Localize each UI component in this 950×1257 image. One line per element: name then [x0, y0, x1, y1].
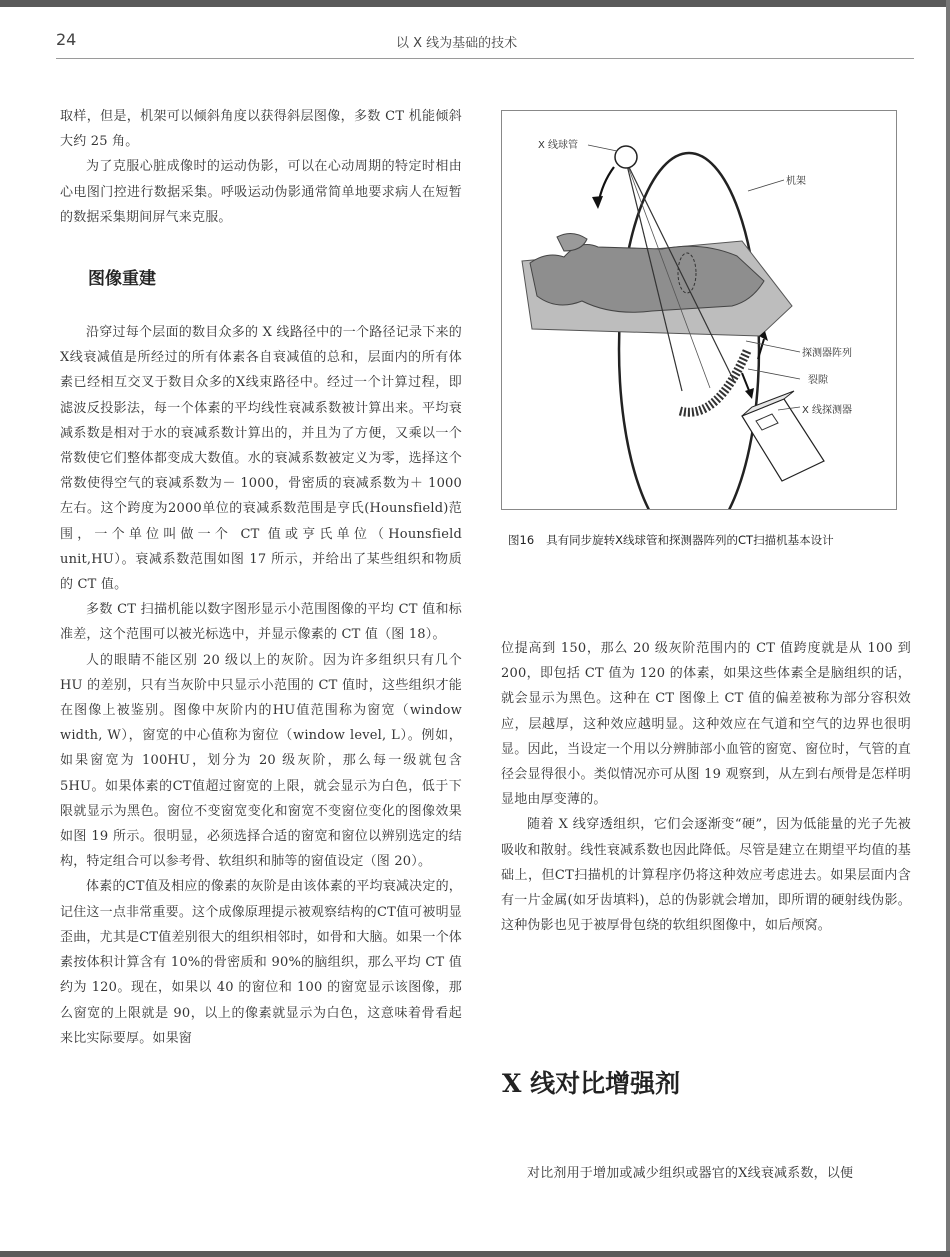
paragraph: 随着 X 线穿透组织，它们会逐渐变“硬”，因为低能量的光子先被吸收和散射。线性衰减系数也因此降低。尽管是建立在期望平均值的基础上，但CT扫描机的计算程序仍将这种效应考虑进去。如果层面内含有一片金属(如牙齿填料)，总的伪影就会增加，即所谓的硬射线伪影。这种伪影也见于被厚骨包绕的软组织图像中，如后颅窝。	[501, 817, 911, 934]
leader-line	[746, 341, 800, 352]
paragraph: 对比剂用于增加或减少组织或器官的X线衰减系数，以便	[527, 1166, 854, 1181]
label-x-ray-tube: X 线球管	[538, 140, 579, 151]
paragraph: 位提高到 150，那么 20 级灰阶范围内的 CT 值跨度就是从 100 到 200，即包括 CT 值为 120 的体素，如果这些体素全是脑组织的话，就会显示为黑色。这种在 CT 图像上 CT 值的偏差被称为部分容积效应，层越厚，这种效应越明显。这种效应在气道和空气的边界也很明显。因此，当设定一个用以分辨肺部小血管的窗宽、窗位时，气管的直径会显得很小。类似情况亦可从图 19 观察到，从左到右颅骨是怎样明显地由厚变薄的。	[501, 641, 911, 808]
rotation-arrowhead	[592, 196, 603, 209]
top-border	[0, 0, 950, 7]
paragraph: 多数 CT 扫描机能以数字图形显示小范围图像的平均 CT 值和标准差，这个范围可以被光标选中，并显示像素的 CT 值（图 18）。	[60, 602, 462, 643]
paragraph: 沿穿过每个层面的数目众多的 X 线路径中的一个路径记录下来的X线衰减值是所经过的所有体素各自衰减值的总和，层面内的所有体素已经相互交叉于数目众多的X线束路径中。经过一个计算过程，即滤波反投影法，每一个体素的平均线性衰减系数被计算出来。平均衰减系数是相对于水的衰减系数计算出的，并且为了方便，又乘以一个常数使它们整体都变成大数值。水的衰减系数被定义为零，选择这个常数使得空气的衰减系数为－ 1000，骨密质的衰减系数为＋ 1000 左右。这个跨度为2000单位的衰减系数范围是亨氏(Hounsfield)范围，一个单位叫做一个 CT 值或亨氏单位（Hounsfield unit,HU）。衰减系数范围如图 17 所示，并给出了某些组织和物质的 CT 值。	[60, 325, 462, 593]
page-header	[56, 26, 914, 59]
x-ray-tube	[615, 146, 637, 168]
leader-line	[748, 180, 784, 191]
page-number: 24	[56, 30, 77, 49]
detector-arrowhead	[745, 388, 754, 399]
left-column	[60, 104, 462, 1051]
right-column	[501, 636, 911, 938]
label-slit: 裂隙	[808, 375, 828, 386]
paragraph: 人的眼睛不能区别 20 级以上的灰阶。因为许多组织只有几个 HU 的差别，只有当灰阶中只显示小范围的 CT 值时，这些组织才能在图像上被鉴别。图像中灰阶内的HU值范围称为窗宽（window width, W），窗宽的中心值称为窗位（window level, L）。例如，如果窗宽为 100HU，划分为 20 级灰阶，那么每一级就包含 5HU。如果体素的CT值超过窗宽的上限，就会显示为白色，低于下限就显示为黑色。窗位不变窗宽变化和窗宽不变窗位变化的图像效果如图 19 所示。很明显，必须选择合适的窗宽和窗位以辨别选定的结构，特定组合可以参考骨、软组织和肺等的窗值设定（图 20）。	[60, 652, 462, 870]
paragraph: 为了克服心脏成像时的运动伪影，可以在心动周期的特定时相由心电图门控进行数据采集。呼吸运动伪影通常简单地要求病人在短暂的数据采集期间屏气来克服。	[60, 159, 462, 225]
leader-line	[748, 369, 800, 379]
patient-body	[530, 245, 764, 313]
figure-16	[501, 110, 897, 510]
label-detector-array: 探测器阵列	[802, 348, 852, 359]
figure-number: 图16	[508, 533, 535, 547]
leader-line	[588, 145, 617, 151]
ct-scanner-illustration	[502, 111, 896, 509]
section-heading: 图像重建	[88, 269, 156, 290]
label-gantry: 机架	[786, 176, 806, 187]
paragraph: 体素的CT值及相应的像素的灰阶是由该体素的平均衰减决定的，记住这一点非常重要。这个成像原理提示被观察结构的CT值可被明显歪曲，尤其是CT值差别很大的组织相邻时，如骨和大脑。如果一个体素按体积计算含有 10%的骨密质和 90%的脑组织，那么平均 CT 值约为 120。现在，如果以 40 的窗位和 100 的窗宽显示该图像，那么窗宽的上限就是 90，以上的像素就显示为白色，这意味着骨看起来比实际要厚。如果窗	[60, 879, 462, 1046]
running-title: 以 X 线为基础的技术	[396, 36, 518, 51]
figure-caption-text: 具有同步旋转X线球管和探测器阵列的CT扫描机基本设计	[546, 533, 834, 547]
right-edge-shadow	[946, 0, 950, 1257]
intro-paragraph-container	[501, 1161, 911, 1186]
figure-caption	[508, 532, 918, 548]
chapter-heading: X 线对比增强剂	[502, 1069, 681, 1098]
paragraph: 取样，但是，机架可以倾斜角度以获得斜层图像，多数 CT 机能倾斜大约 25 角。	[60, 109, 462, 150]
label-x-ray-detector: X 线探测器	[802, 405, 853, 416]
detector-array-arc	[680, 351, 747, 412]
bottom-border	[0, 1251, 950, 1257]
